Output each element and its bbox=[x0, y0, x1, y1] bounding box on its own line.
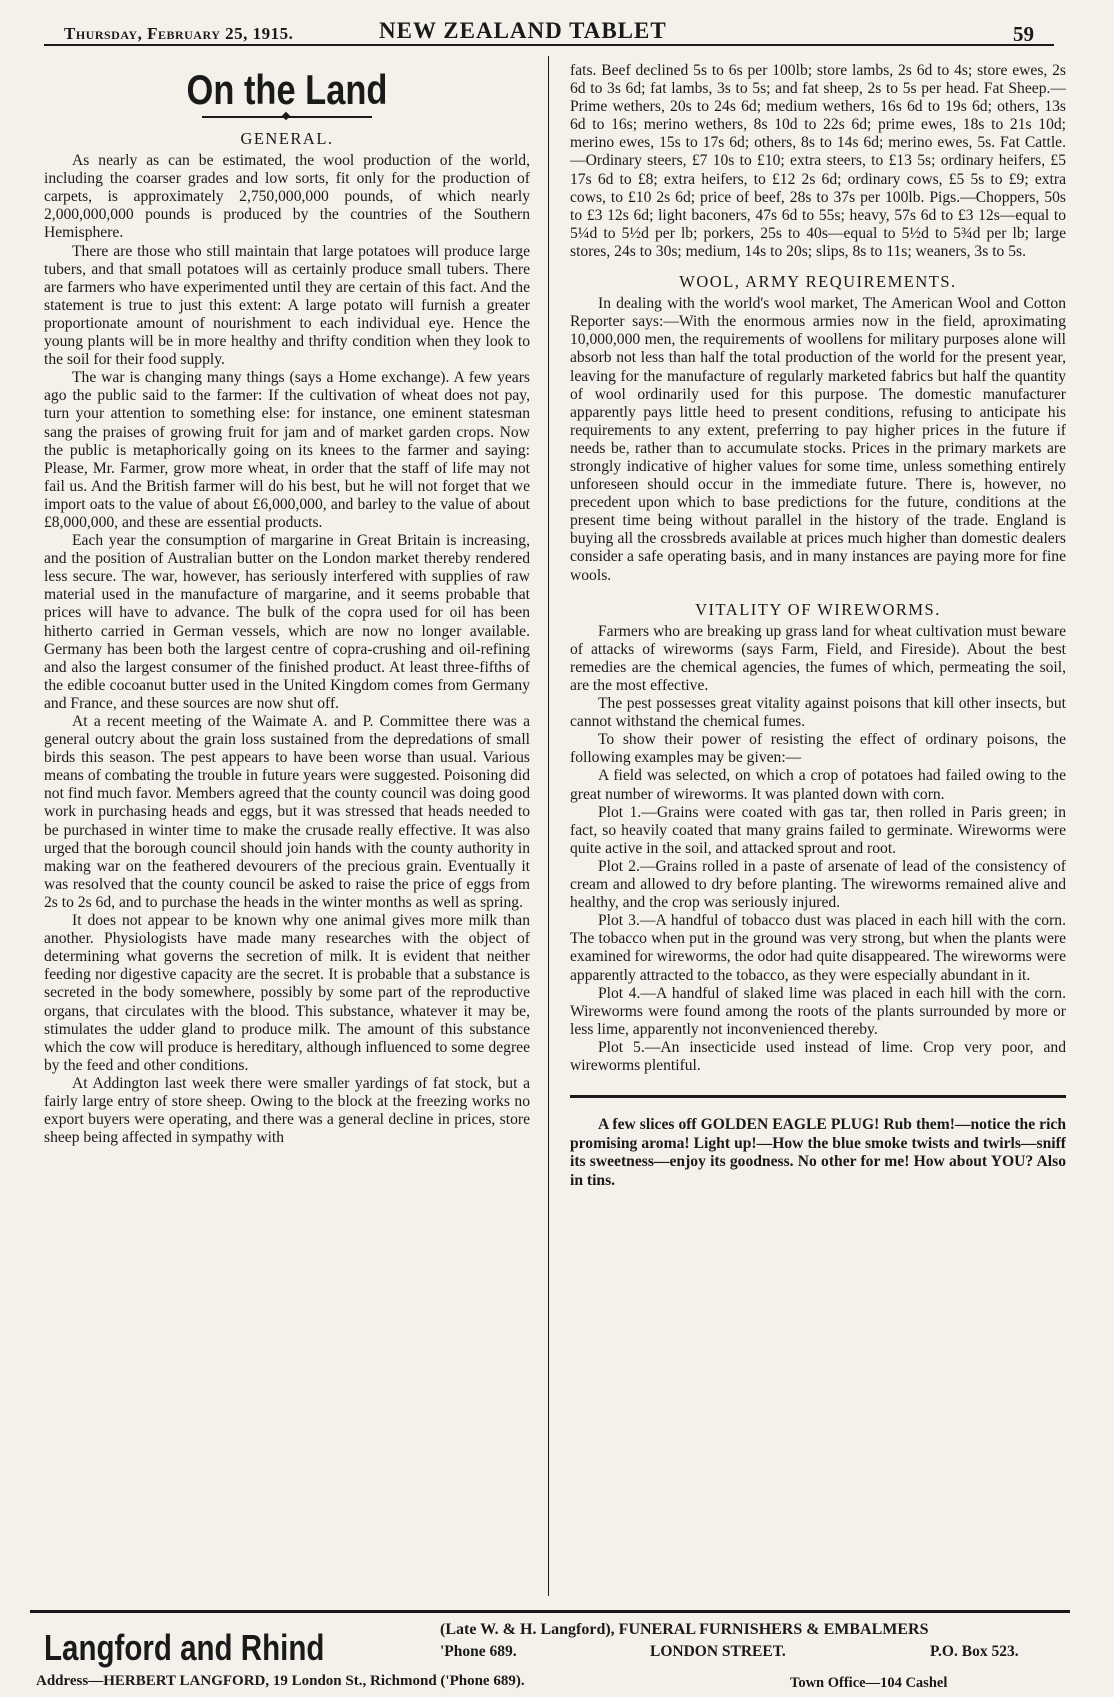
paragraph-addington: At Addington last week there were smaller yardings of fat stock, but a fairly large entry of store sheep. Owing to the block at the freezing works no export buyers were operating, and there was a general decline in prices, store sheep being affected in sympathy with bbox=[44, 1074, 530, 1147]
footer-phone: 'Phone 689. bbox=[440, 1643, 517, 1660]
left-column bbox=[44, 56, 530, 1591]
footer-brand: Langford and Rhind bbox=[44, 1627, 325, 1668]
paragraph-wool-market: In dealing with the world's wool market, The American Wool and Cotton Reporter says:—With the enormous armies now in the field, aproximating 10,000,000 men, the requirements of woollens for military purposes alone will absorb not less than half the total production of the world for the present year, leaving for the manufacture of regularly marketed fabrics but half the quantity of wool ordinarily used for this purpose. The domestic manufacturer apparently pays little heed to present conditions, refusing to anticipate his requirements to any extent, preferring to pay higher prices in the future if needs be, rather than to accumulate stocks. Prices in the primary markets are strongly indicative of higher values for some time, unless something entirely unforeseen should occur in the immediate future. There is, however, no precedent upon which to base predictions for the future, conditions at the present time being without parallel in the history of the trade. England is buying all the crossbreds available at prices much higher than domestic dealers consider a safe operating basis, and in many instances are paying more for fine wools. bbox=[570, 295, 1066, 584]
page-header bbox=[44, 10, 1054, 46]
advert-text: A few slices off GOLDEN EAGLE PLUG! Rub them!—notice the rich promising aroma! Light up!—How the blue smoke twists and twirls—sniff its sweetness—enjoy its goodness. No other for me! How about YOU? Also in tins. bbox=[570, 1116, 1066, 1189]
subhead-general: GENERAL. bbox=[240, 129, 334, 148]
golden-eagle-advert bbox=[570, 1095, 1066, 1190]
title-ornament bbox=[202, 116, 372, 124]
paragraph-milk: It does not appear to be known why one animal gives more milk than another. Physiologists have made many researches with the object of determining what governs the secretion of milk. It is evident that neither feeding nor digestive capacity are the secret. It is probable that a substance is secreted in the body somewhere, possibly by some part of the reproductive organs, that circulates with the blood. This substance, whatever it may be, stimulates the udder gland to produce milk. The amount of this substance which the cow will produce is hereditary, although influenced to some degree by the feed and other conditions. bbox=[44, 912, 530, 1074]
paragraph-wireworm-vitality: The pest possesses great vitality against poisons that kill other insects, but cannot withstand the chemical fumes. bbox=[570, 695, 1066, 731]
footer-address: Address—HERBERT LANGFORD, 19 London St., Richmond ('Phone 689). bbox=[36, 1673, 525, 1689]
paragraph-wireworm-field: A field was selected, on which a crop of potatoes had failed owing to the great number of wireworms. It was planted down with corn. bbox=[570, 767, 1066, 803]
subhead-wireworms: VITALITY OF WIREWORMS. bbox=[695, 599, 941, 619]
publication-title: NEW ZEALAND TABLET bbox=[379, 18, 667, 43]
page-number: 59 bbox=[1013, 22, 1034, 46]
right-column bbox=[570, 62, 1066, 1597]
footer-po-box: P.O. Box 523. bbox=[930, 1643, 1019, 1660]
paragraph-plot-5: Plot 5.—An insecticide used instead of lime. Crop very poor, and wireworms plentiful. bbox=[570, 1038, 1066, 1074]
paragraph-waimate: At a recent meeting of the Waimate A. and P. Committee there was a general outcry about the grain loss sustained from the depredations of small birds this season. The pest appears to have been worse than usual. Various means of combating the trouble in future years were suggested. Poisoning did not find much favor. Members agreed that the county council was doing good work in purchasing heads and eggs, but it was stressed that heads needed to be purchased in winter time to make the crusade really effective. It was also urged that the borough council should join hands with the county authority in making war on the feathered devourers of the precious grain. Eventually it was resolved that the county council be asked to raise the price of eggs from 2s to 2s 6d, and to purchase the heads in the winter months as well as spring. bbox=[44, 713, 530, 911]
footer-advertisement bbox=[30, 1610, 1070, 1693]
section-title: On the Land bbox=[186, 66, 388, 113]
paragraph-wool-production: As nearly as can be estimated, the wool production of the world, including the coarser grades and low sorts, fit only for the production of carpets, is approximately 2,750,000,000 pounds, of which nearly 2,000,000,000 pounds is produced by the countries of the Southern Hemisphere. bbox=[44, 152, 530, 242]
paragraph-plot-4: Plot 4.—A handful of slaked lime was placed in each hill with the corn. Wireworms were found among the roots of the plants surrounded by more or less lime, apparently not inconvenienced thereby. bbox=[570, 984, 1066, 1038]
footer-street: LONDON STREET. bbox=[650, 1643, 786, 1660]
paragraph-plot-1: Plot 1.—Grains were coated with gas tar, then rolled in Paris green; in fact, so heavily coated that many grains failed to germinate. Wireworms were quite active in the soil, and attacked sprout and root. bbox=[570, 803, 1066, 857]
footer-business-line: (Late W. & H. Langford), FUNERAL FURNISHERS & EMBALMERS bbox=[440, 1621, 929, 1638]
issue-date: Thursday, February 25, 1915. bbox=[64, 24, 294, 43]
paragraph-wireworm-examples: To show their power of resisting the effect of ordinary poisons, the following examples may be given:— bbox=[570, 731, 1066, 767]
paragraph-wireworm-intro: Farmers who are breaking up grass land for wheat cultivation must beware of attacks of wireworms (says Farm, Field, and Fireside). About the best remedies are the chemical agencies, the fumes of which, permeating the soil, are the most effective. bbox=[570, 622, 1066, 694]
paragraph-margarine: Each year the consumption of margarine in Great Britain is increasing, and the position of Australian butter on the London market thereby rendered less secure. The war, however, has seriously interfered with supplies of raw material used in the manufacture of margarine, and it seems probable that prices will have to advance. The bulk of the copra used for oil has been hitherto carried in German vessels, which are now no longer available. Germany has been both the largest centre of copra-crushing and oil-refining and also the largest consumer of the finished product. At least three-fifths of the edible cocoanut butter used in the United Kingdom comes from Germany and France, and these sources are now shut off. bbox=[44, 532, 530, 712]
footer-town-office: Town Office—104 Cashel bbox=[790, 1675, 948, 1691]
paragraph-market-continuation: fats. Beef declined 5s to 6s per 100lb; store lambs, 2s 6d to 4s; store ewes, 2s 6d to 3s 6d; fat lambs, 3s to 5s; and fat sheep, 2s to 5s per head. Fat Sheep.—Prime wethers, 20s to 24s 6d; medium wethers, 16s 6d to 19s 6d; others, 13s 6d to 16s; merino wethers, 8s 10d to 22s 6d; prime ewes, 18s to 21s 10d; merino ewes, 15s to 17s 6d; others, 8s to 14s 6d; merino ewes, 5s. Fat Cattle.—Ordinary steers, £7 10s to £10; extra steers, to £13 5s; ordinary heifers, £5 17s 6d to £8; extra heifers, to £12 2s 6d; ordinary cows, £5 5s to £9; extra cows, to £10 2s 6d; price of beef, 28s to 37s per 100lb. Pigs.—Choppers, 50s to £3 12s 6d; light baconers, 47s 6d to 55s; heavy, 57s 6d to £3 12s—equal to 5¼d to 5½d per lb; porkers, 25s to 40s—equal to 5½d to 5¾d per lb; large stores, 24s to 30s; medium, 14s to 20s; slips, 8s to 11s; weaners, 3s to 5s. bbox=[570, 62, 1066, 260]
paragraph-plot-3: Plot 3.—A handful of tobacco dust was placed in each hill with the corn. The tobacco when put in the ground was very strong, but when the plants were examined for wireworms, the odor had quite disappeared. The wireworms were apparently attracted to the tobacco, as they were especially abundant in it. bbox=[570, 912, 1066, 984]
paragraph-plot-2: Plot 2.—Grains rolled in a paste of arsenate of lead of the consistency of cream and allowed to dry before planting. The wireworms remained alive and healthy, and the crop was seriously injured. bbox=[570, 857, 1066, 912]
paragraph-potatoes: There are those who still maintain that large potatoes will produce large tubers, and that small potatoes will as certainly produce small tubers. There are farmers who have experimented until they are certain of this fact. And the statement is true to just this extent: A large potato will furnish a greater proportionate amount of nourishment to each individual eye. Hence the young plants will be in more healthy and thrifty condition when they look to the soil for their food supply. bbox=[44, 242, 530, 369]
paragraph-war-wheat: The war is changing many things (says a Home exchange). A few years ago the public said to the farmer: If the cultivation of wheat does not pay, turn your attention to something else: for instance, one eminent statesman sang the praises of growing fruit for jam and of market garden crops. Now the public is metaphorically going on its knees to the farmer and saying: Please, Mr. Farmer, grow more wheat, in order that the staff of life may not fail us. And the British farmer will do his best, but he will not forget that we import oats to the value of about £6,000,000, and barley to the value of about £8,000,000, and these are essential products. bbox=[44, 369, 530, 531]
subhead-wool-army: WOOL, ARMY REQUIREMENTS. bbox=[679, 272, 957, 292]
column-divider bbox=[548, 56, 549, 1596]
